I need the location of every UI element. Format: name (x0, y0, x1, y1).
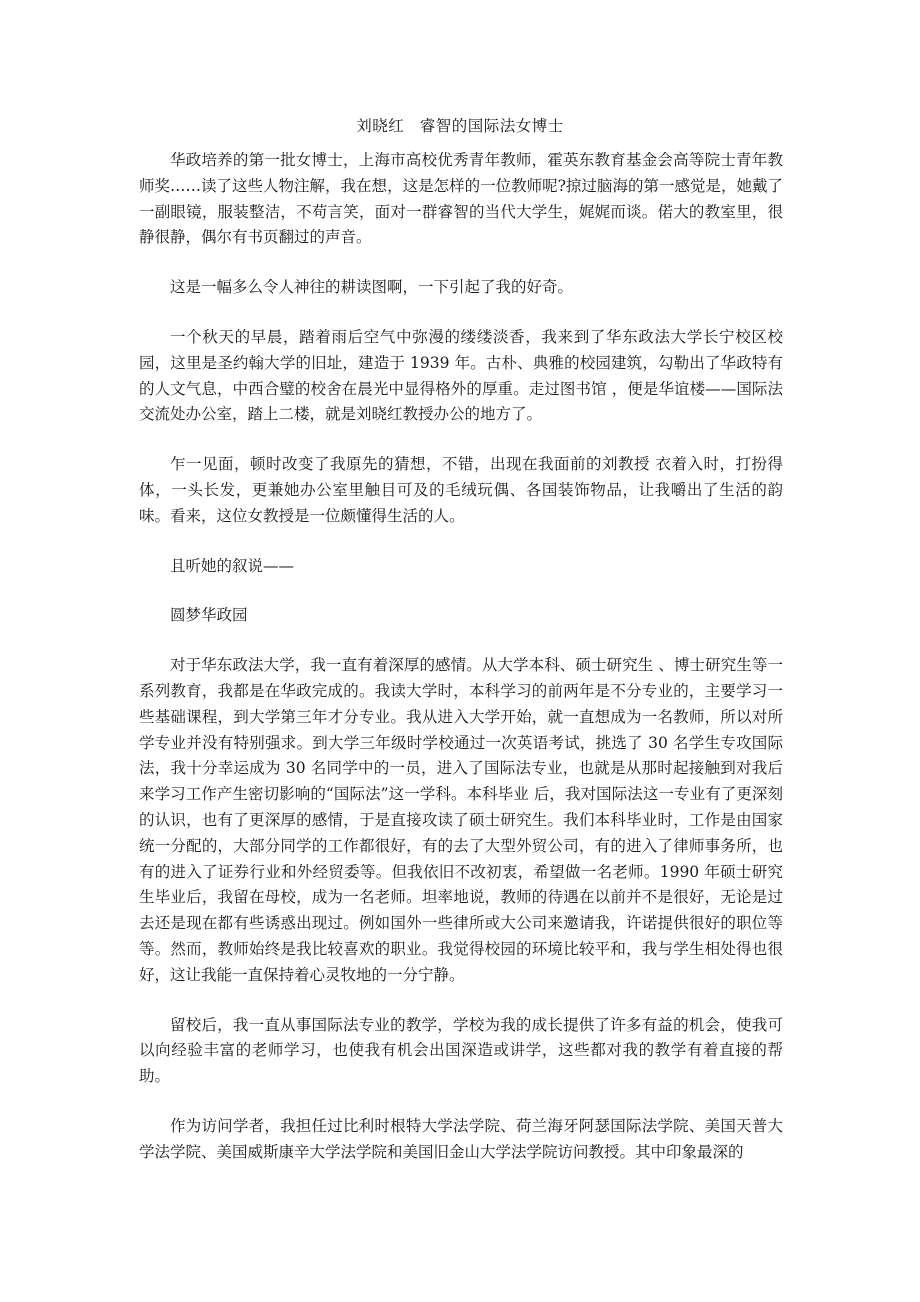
paragraph-campus-visit: 一个秋天的早晨，踏着雨后空气中弥漫的缕缕淡香，我来到了华东政法大学长宁校区校园，这里是圣约翰大学的旧址，建造于 1939 年。古朴、典雅的校园建筑，勾勒出了华政特有的人文气息，中西合璧的校舍在晨光中显得格外的厚重。走过图书馆 ，便是华谊楼——国际法交流处办公室，踏上二楼，就是刘晓红教授办公的地方了。 (139, 327, 783, 424)
document-body (139, 148, 783, 1190)
paragraph-intro: 华政培养的第一批女博士，上海市高校优秀青年教师，霍英东教育基金会高等院士青年教师奖……读了这些人物注解，我在想，这是怎样的一位教师呢?掠过脑海的第一感觉是，她戴了一副眼镜，服装整洁，不苟言笑，面对一群睿智的当代大学生，娓娓而谈。偌大的教室里，很静很静，偶尔有书页翻过的声音。 (139, 151, 783, 247)
paragraph-visiting-scholar: 作为访问学者，我担任过比利时根特大学法学院、荷兰海牙阿瑟国际法学院、美国天普大学法学院、美国威斯康辛大学法学院和美国旧金山大学法学院访问教授。其中印象最深的 (139, 1116, 783, 1161)
paragraph-teaching: 留校后，我一直从事国际法专业的教学，学校为我的成长提供了许多有益的机会，使我可以向经验丰富的老师学习，也使我有机会出国深造或讲学，这些都对我的教学有着直接的帮助。 (139, 1015, 783, 1086)
paragraph-education: 对于华东政法大学，我一直有着深厚的感情。从大学本科、硕士研究生 、博士研究生等一系列教育，我都是在华政完成的。我读大学时，本科学习的前两年是不分专业的，主要学习一些基础课程，到大学第三年才分专业。我从进入大学开始，就一直想成为一名教师，所以对所学专业并没有特别强求。到大学三年级时学校通过一次英语考试，挑选了 30 名学生专攻国际法，我十分幸运成为 30 名同学中的一员，进入了国际法专业，也就是从那时起接触到对我后来学习工作产生密切影响的“国际法”这一学科。本科毕业 后，我对国际法这一专业有了更深刻的认识，也有了更深厚的感情，于是直接攻读了硕士研究生。我们本科毕业时，工作是由国家统一分配的，大部分同学的工作都很好，有的去了大型外贸公司，有的进入了律师事务所，也有的进入了证券行业和外经贸委等。但我依旧不改初衷，希望做一名老师。1990 年硕士研究生毕业后，我留在母校，成为一名老师。坦率地说，教师的待遇在以前并不是很好，无论是过去还是现在都有些诱惑出现过。例如国外一些律所或大公司来邀请我，许诺提供很好的职位等等。然而，教师始终是我比较喜欢的职业。我觉得校园的环境比较平和，我与学生相处得也很好，这让我能一直保持着心灵牧地的一分宁静。 (139, 656, 783, 984)
document-title: 刘晓红 睿智的国际法女博士 (356, 117, 564, 135)
paragraph-curiosity: 这是一幅多么令人神往的耕读图啊，一下引起了我的好奇。 (170, 278, 574, 297)
section-heading: 圆梦华政园 (170, 606, 248, 625)
paragraph-her-narration: 且听她的叙说—— (170, 556, 295, 575)
paragraph-first-meeting: 乍一见面，顿时改变了我原先的猜想，不错，出现在我面前的刘教授 衣着入时，打扮得体，一头长发，更兼她办公室里触目可及的毛绒玩偶、各国装饰物品，让我嚼出了生活的韵味。看来，这位女教授是一位颇懂得生活的人。 (139, 455, 783, 525)
